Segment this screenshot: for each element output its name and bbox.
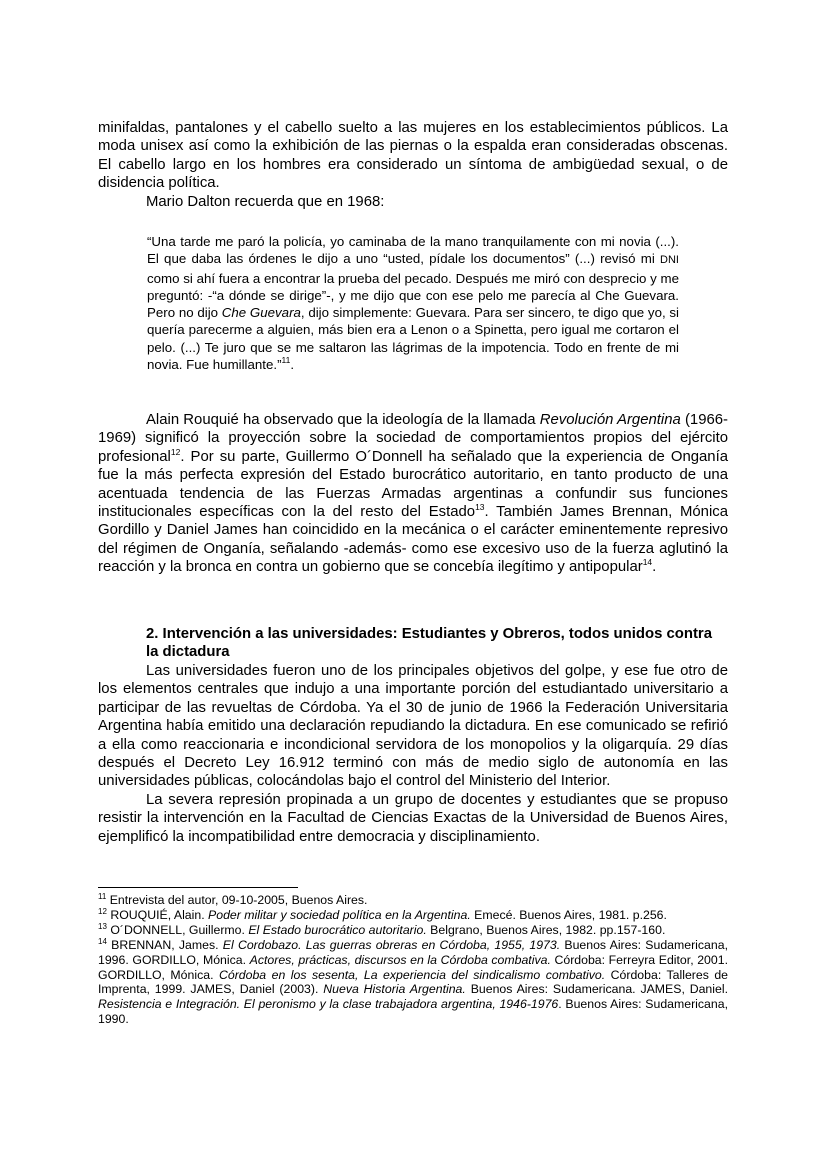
dni-abbreviation: DNI bbox=[660, 254, 679, 267]
footnote-ref-13[interactable]: 13 bbox=[475, 502, 485, 513]
body-text-universities bbox=[98, 662, 728, 846]
quote-text: “Una tarde me paró la policía, yo caminaba de la mano tranquilamente con mi novia (...). El que daba las órdenes le dijo a uno “usted, pídale los documentos” (...) revisó mi DNI como si ahí fuera a encontrar la prueba del pecado. Después me miró con desprecio y me preguntó: -“a dónde se dirige”-, y me dijo que con ese pelo me parecía al Che Guevara. Pero no dijo Che Guevara, dijo simplemente: Guevara. Para ser sincero, te digo que yo, si quería parecerme a alguien, más bien era a Lenon o a Spinetta, pero igual me cortaron el pelo. (...) Te juro que se me saltaron las lágrimas de la impotencia. Todo en frente de mi novia. Fue humillante.”$^{11}$. bbox=[147, 234, 679, 373]
footnote-14: $^{14}$ BRENNAN, James. El Cordobazo. Las guerras obreras en Córdoba, 1955, 1973. Buenos Aires: Sudamericana, 1996. GORDILLO, Mónica. Actores, prácticas, discursos en la Córdoba combativa. Córdoba: Ferreyra Editor, 2001. GORDILLO, Mónica. Córdoba en los sesenta, La experiencia del sindicalismo combativo. Córdoba: Talleres de Imprenta, 1999. JAMES, Daniel (2003). Nueva Historia Argentina. Buenos Aires: Sudamericana. JAMES, Daniel. Resistencia e Integración. El peronismo y la clase trabajadora argentina, 1946-1976. Buenos Aires: Sudamericana, 1990. bbox=[98, 936, 729, 1027]
paragraph-universities: Las universidades fueron uno de los principales objetivos del golpe, y ese fue otro de los elementos centrales que indujo a una importante porción del estudiantado universitario a participar de las revueltas de Córdoba. Ya el 30 de junio de 1966 la Federación Universitaria Argentina había emitido una declaración repudiando la dictadura. En ese comunicado se refirió a ella como reaccionaria e incondicional servidora de los monopolios y la oligarquía. 29 días después el Decreto Ley 16.912 terminó con más de medio siglo de autonomía en las universidades públicas, colocándolas bajo el control del Ministerio del Interior. bbox=[98, 663, 728, 790]
footnotes bbox=[98, 893, 728, 1027]
paragraph-rouquie: Alain Rouquié ha observado que la ideología de la llamada Revolución Argentina (1966-1969) significó la proyección sobre la sociedad de comportamientos propios del ejército profesional$^{12}$. Por su parte, Guillermo O´Donnell ha señalado que la experiencia de Onganía fue la más perfecta expresión del Estado burocrático autoritario, en tanto producto de una acentuada tendencia de las Fuerzas Armadas argentinas a confundir sus funciones institucionales específicas con la del resto del Estado$^{13}$. También James Brennan, Mónica Gordillo y Daniel James han coincidido en la mecánica o el carácter eminentemente represivo del régimen de Onganía, señalando -además- como ese excesivo uso de la fuerza aglutinó la reacción y la bronca en contra un gobierno que se concebía ilegítimo y antipopular$^{14}$. bbox=[98, 412, 728, 576]
block-quote-dalton bbox=[147, 233, 679, 373]
body-text-top bbox=[98, 119, 728, 211]
footnote-11: $^{11}$ Entrevista del autor, 09-10-2005, Buenos Aires. bbox=[98, 892, 368, 907]
footnote-12: $^{12}$ ROUQUIÉ, Alain. Poder militar y sociedad política en la Argentina. Emecé. Buenos Aires, 1981. p.256. bbox=[98, 906, 667, 922]
paragraph-dalton-intro: Mario Dalton recuerda que en 1968: bbox=[146, 193, 385, 210]
footnote-ref-12[interactable]: 12 bbox=[170, 446, 181, 457]
section-heading: 2. Intervención a las universidades: Estudiantes y Obreros, todos unidos contra la dictadura bbox=[146, 626, 712, 660]
footnote-separator bbox=[98, 887, 298, 888]
paragraph-repression: La severa represión propinada a un grupo de docentes y estudiantes que se propuso resistir la intervención en la Facultad de Ciencias Exactas de la Universidad de Buenos Aires, ejemplificó la incompatibilidad entre democracia y disciplinamiento. bbox=[98, 791, 728, 845]
paragraph-dress-code: minifaldas, pantalones y el cabello suelto a las mujeres en los establecimientos públicos. La moda unisex así como la exhibición de las piernas o la espalda eran consideradas obscenas. El cabello largo en los hombres era considerado un síntoma de ambigüedad sexual, o de disidencia política. bbox=[98, 120, 728, 192]
footnote-ref-11[interactable]: 11 bbox=[281, 355, 291, 366]
footnote-13: $^{13}$ O´DONNELL, Guillermo. El Estado burocrático autoritario. Belgrano, Buenos Aires, 1982. pp.157-160. bbox=[98, 921, 666, 937]
footnote-ref-14[interactable]: 14 bbox=[642, 557, 653, 568]
